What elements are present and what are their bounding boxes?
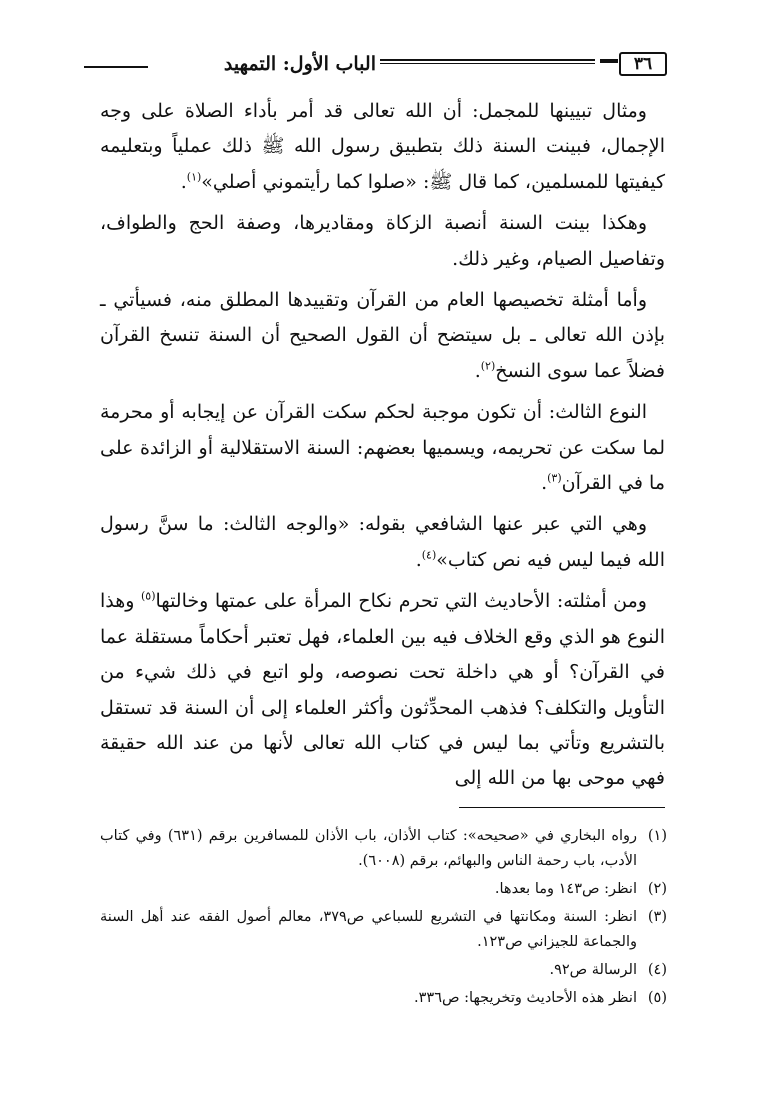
footnote-ref-5[interactable]: (٥) <box>141 589 156 603</box>
paragraph-tail: وهذا النوع هو الذي وقع الخلاف فيه بين العلماء، فهل تعتبر أحكاماً مستقلة عما في القرآن؟ أو هي داخلة تحت نصوصه، ولو اتبع في ذلك شيء من التأويل والتكلف؟ فذهب المحدِّثون وأكثر العلماء إلى أن السنة قد تستقل بالتشريع وتأتي بما ليس في كتاب الله تعالى لأنها من عند الله حقيقة فهي موحى بها من الله إلى <box>100 590 665 790</box>
footnote-number: (٥) <box>647 990 667 1006</box>
footnote-ref-2[interactable]: (٢) <box>480 359 496 373</box>
paragraph-1 <box>100 94 665 200</box>
header-tail-rule <box>84 66 148 68</box>
footnote-item <box>100 958 667 983</box>
paragraph-tail: . <box>180 170 187 193</box>
footnote-separator <box>459 807 665 808</box>
paragraph-2 <box>100 206 665 277</box>
paragraph-6 <box>100 584 665 796</box>
paragraph-tail: . <box>541 472 548 495</box>
paragraph-text: وأما أمثلة تخصيصها العام من القرآن وتقييدها المطلق منه، فسيأتي ـ بإذن الله تعالى ـ بل سيتضح أن القول الصحيح أن السنة تنسخ القرآن فضلاً عما سوى النسخ <box>100 289 665 382</box>
page-number: ٣٦ <box>619 52 667 76</box>
paragraph-3 <box>100 283 665 389</box>
footnote-text: انظر هذه الأحاديث وتخريجها: ص٣٣٦. <box>414 990 637 1006</box>
paragraph-5 <box>100 507 665 578</box>
footnote-item <box>100 905 667 955</box>
footnote-text: رواه البخاري في «صحيحه»: كتاب الأذان، باب الأذان للمسافرين برقم (٦٣١) وفي كتاب الأدب، باب رحمة الناس والبهائم، برقم (٦٠٠٨). <box>100 828 637 869</box>
footnote-number: (٣) <box>647 909 667 925</box>
paragraph-text: وهي التي عبر عنها الشافعي بقوله: «والوجه الثالث: ما سنَّ رسول الله فيما ليس فيه نص كتاب» <box>100 513 665 571</box>
running-header <box>84 46 667 84</box>
footnote-ref-4[interactable]: (٤) <box>421 548 437 562</box>
footnote-ref-3[interactable]: (٣) <box>547 471 562 485</box>
footnotes <box>100 824 667 1014</box>
running-title: الباب الأول: التمهيد <box>223 53 376 75</box>
paragraph-4 <box>100 395 665 501</box>
body-text <box>100 94 665 803</box>
footnote-number: (١) <box>647 828 667 844</box>
footnote-text: الرسالة ص٩٢. <box>549 962 637 978</box>
footnote-text: انظر: ص١٤٣ وما بعدها. <box>494 881 637 897</box>
header-long-rule <box>380 59 595 64</box>
footnote-number: (٢) <box>647 881 667 897</box>
footnote-number: (٤) <box>647 962 667 978</box>
paragraph-tail: . <box>415 548 422 571</box>
footnote-ref-1[interactable]: (١) <box>186 170 202 184</box>
paragraph-text: ومن أمثلته: الأحاديث التي تحرم نكاح المرأة على عمتها وخالتها <box>155 590 647 613</box>
paragraph-tail: . <box>474 359 481 382</box>
footnote-item <box>100 824 667 874</box>
footnote-item <box>100 877 667 902</box>
paragraph-text: ومثال تبيينها للمجمل: أن الله تعالى قد أمر بأداء الصلاة على وجه الإجمال، فبينت السنة ذلك بتطبيق رسول الله ﷺ ذلك عملياً وبتعليمه كيفيتها للمسلمين، كما قال ﷺ: «صلوا كما رأيتموني أصلي» <box>100 100 665 193</box>
footnote-item <box>100 986 667 1011</box>
paragraph-text: النوع الثالث: أن تكون موجبة لحكم سكت القرآن عن إيجابه أو محرمة لما سكت عن تحريمه، ويسميها بعضهم: السنة الاستقلالية أو الزائدة على ما في القرآن <box>100 401 665 495</box>
footnote-text: انظر: السنة ومكانتها في التشريع للسباعي ص٣٧٩، معالم أصول الفقه عند أهل السنة والجماعة للجيزاني ص١٢٣. <box>100 909 637 950</box>
header-short-rule <box>600 59 618 63</box>
paragraph-text: وهكذا بينت السنة أنصبة الزكاة ومقاديرها، وصفة الحج والطواف، وتفاصيل الصيام، وغير ذلك. <box>100 212 665 270</box>
